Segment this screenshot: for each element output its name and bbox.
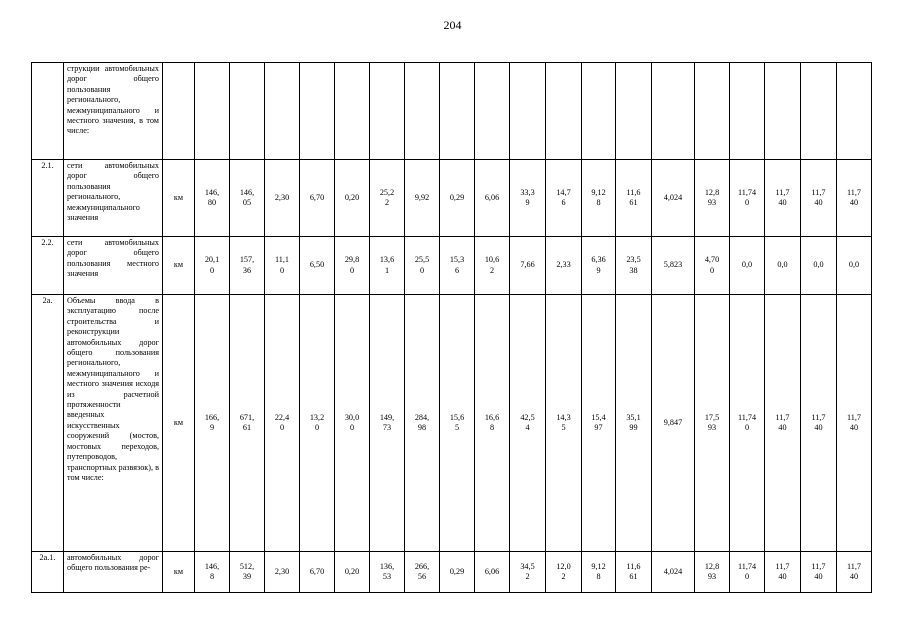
value-cell: 671, 61: [230, 295, 265, 552]
value-cell: 11,7 40: [801, 552, 837, 593]
value-cell: 17,5 93: [695, 295, 730, 552]
value-cell: 146, 05: [230, 160, 265, 237]
value-cell: 6,06: [475, 160, 510, 237]
value-cell: 136, 53: [370, 552, 405, 593]
value-cell: 15,6 5: [440, 295, 475, 552]
value-cell: 9,12 8: [582, 160, 616, 237]
value-cell: 2,30: [265, 160, 300, 237]
value-cell: 6,70: [300, 160, 335, 237]
value-cell: 0,20: [335, 552, 370, 593]
value-cell: 13,2 0: [300, 295, 335, 552]
table-row: [32, 295, 872, 552]
value-cell: [801, 63, 837, 160]
value-cell: 14,7 6: [546, 160, 582, 237]
value-cell: 0,29: [440, 552, 475, 593]
row-description-cell: сети автомобильных дорог общего пользования регионального, межмуниципального значения: [64, 160, 163, 237]
value-cell: 146, 8: [195, 552, 230, 593]
table-row: [32, 552, 872, 593]
value-cell: 12,8 93: [695, 160, 730, 237]
value-cell: [730, 63, 765, 160]
unit-cell: [163, 63, 195, 160]
table-row: [32, 160, 872, 237]
value-cell: 0,0: [730, 237, 765, 295]
value-cell: 15,3 6: [440, 237, 475, 295]
value-cell: 14,3 5: [546, 295, 582, 552]
row-description-cell: сети автомобильных дорог общего пользования местного значения: [64, 237, 163, 295]
row-number-cell: 2.1.: [32, 160, 64, 237]
value-cell: 9,92: [405, 160, 440, 237]
value-cell: 15,4 97: [582, 295, 616, 552]
value-cell: 11,74 0: [730, 160, 765, 237]
value-cell: 266, 56: [405, 552, 440, 593]
value-cell: 0,0: [837, 237, 872, 295]
value-cell: [695, 63, 730, 160]
value-cell: 34,5 2: [510, 552, 546, 593]
row-description-cell: струкции автомобильных дорог общего пользования регионального, межмуниципального и местного значения, в том числе:: [64, 63, 163, 160]
value-cell: 35,1 99: [616, 295, 652, 552]
value-cell: 4,024: [652, 552, 695, 593]
row-description-cell: Объемы ввода в эксплуатацию после строительства и реконструкции автомобильных дорог общего пользования регионального, межмуниципального и местного значения исходя из расчетной протяженности введенных искусственных сооружений (мостов, мостовых переходов, путепроводов, транспортных развязок), в том числе:: [64, 295, 163, 552]
value-cell: [652, 63, 695, 160]
value-cell: [510, 63, 546, 160]
unit-cell: км: [163, 552, 195, 593]
row-description-cell: автомобильных дорог общего пользования ре-: [64, 552, 163, 593]
row-number-cell: 2а.: [32, 295, 64, 552]
value-cell: 25,2 2: [370, 160, 405, 237]
value-cell: 6,36 9: [582, 237, 616, 295]
value-cell: 7,66: [510, 237, 546, 295]
value-cell: 11,7 40: [765, 160, 801, 237]
value-cell: 11,74 0: [730, 295, 765, 552]
value-cell: 11,7 40: [837, 160, 872, 237]
value-cell: 512, 39: [230, 552, 265, 593]
value-cell: 2,30: [265, 552, 300, 593]
value-cell: 0,29: [440, 160, 475, 237]
value-cell: 166, 9: [195, 295, 230, 552]
value-cell: 284, 98: [405, 295, 440, 552]
page-number: 204: [443, 18, 462, 32]
value-cell: 30,0 0: [335, 295, 370, 552]
value-cell: 4,024: [652, 160, 695, 237]
value-cell: 9,12 8: [582, 552, 616, 593]
value-cell: 4,70 0: [695, 237, 730, 295]
value-cell: 11,7 40: [765, 295, 801, 552]
value-cell: 11,1 0: [265, 237, 300, 295]
value-cell: 25,5 0: [405, 237, 440, 295]
value-cell: 20,1 0: [195, 237, 230, 295]
value-cell: 16,6 8: [475, 295, 510, 552]
unit-cell: км: [163, 237, 195, 295]
value-cell: 146, 80: [195, 160, 230, 237]
value-cell: 11,7 40: [801, 295, 837, 552]
table-row: [32, 63, 872, 160]
data-table: [31, 62, 872, 593]
value-cell: 11,7 40: [837, 295, 872, 552]
value-cell: 11,7 40: [837, 552, 872, 593]
value-cell: 9,847: [652, 295, 695, 552]
table-row: [32, 237, 872, 295]
value-cell: 5,823: [652, 237, 695, 295]
value-cell: [300, 63, 335, 160]
row-number-cell: [32, 63, 64, 160]
row-number-cell: 2.2.: [32, 237, 64, 295]
value-cell: [195, 63, 230, 160]
value-cell: [335, 63, 370, 160]
value-cell: 0,20: [335, 160, 370, 237]
value-cell: 6,06: [475, 552, 510, 593]
value-cell: [440, 63, 475, 160]
value-cell: [405, 63, 440, 160]
value-cell: 29,8 0: [335, 237, 370, 295]
value-cell: [837, 63, 872, 160]
value-cell: 2,33: [546, 237, 582, 295]
value-cell: 11,7 40: [765, 552, 801, 593]
value-cell: 12,0 2: [546, 552, 582, 593]
value-cell: 6,50: [300, 237, 335, 295]
value-cell: 33,3 9: [510, 160, 546, 237]
value-cell: 11,74 0: [730, 552, 765, 593]
value-cell: 0,0: [765, 237, 801, 295]
value-cell: 13,6 1: [370, 237, 405, 295]
value-cell: 11,7 40: [801, 160, 837, 237]
value-cell: [616, 63, 652, 160]
unit-cell: км: [163, 160, 195, 237]
value-cell: 11,6 61: [616, 160, 652, 237]
value-cell: [582, 63, 616, 160]
value-cell: 6,70: [300, 552, 335, 593]
value-cell: [230, 63, 265, 160]
value-cell: 22,4 0: [265, 295, 300, 552]
value-cell: 157, 36: [230, 237, 265, 295]
value-cell: 0,0: [801, 237, 837, 295]
value-cell: 42,5 4: [510, 295, 546, 552]
value-cell: 10,6 2: [475, 237, 510, 295]
value-cell: [475, 63, 510, 160]
row-number-cell: 2а.1.: [32, 552, 64, 593]
value-cell: [265, 63, 300, 160]
value-cell: 11,6 61: [616, 552, 652, 593]
unit-cell: км: [163, 295, 195, 552]
value-cell: 23,5 38: [616, 237, 652, 295]
value-cell: 12,8 93: [695, 552, 730, 593]
value-cell: [546, 63, 582, 160]
value-cell: 149, 73: [370, 295, 405, 552]
value-cell: [765, 63, 801, 160]
value-cell: [370, 63, 405, 160]
